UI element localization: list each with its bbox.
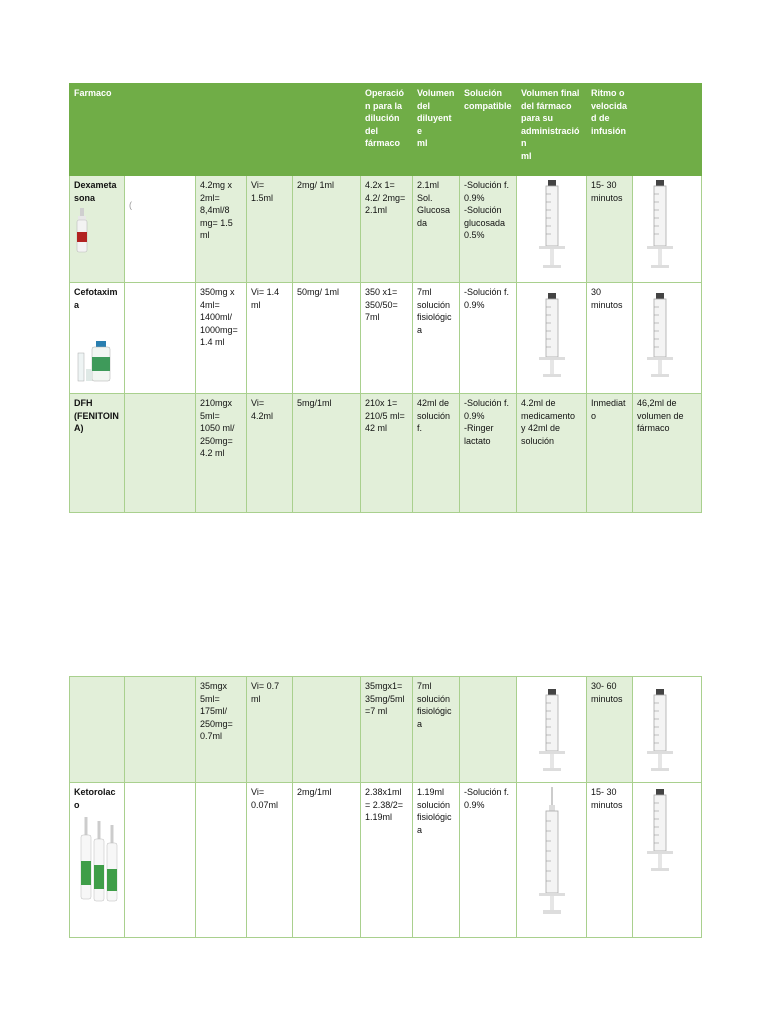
syringe-cell xyxy=(633,176,702,283)
ampoule-icon xyxy=(74,208,94,254)
header-empty xyxy=(125,84,196,176)
header-row xyxy=(70,84,702,176)
operacion-cell: 35mgx1= 35mg/5ml =7 ml xyxy=(361,677,413,783)
solucion-cell: -Solución f. 0.9% -Ringer lactato xyxy=(460,394,517,513)
vi-cell: Vi= 0.7 ml xyxy=(247,677,293,783)
drug-cell xyxy=(70,176,125,283)
vi-cell: Vi= 1.4 ml xyxy=(247,283,293,394)
header-farmaco: Farmaco xyxy=(70,84,125,176)
syringe-icon xyxy=(633,677,688,777)
header-ritmo: Ritmo o velocidad de infusión xyxy=(587,84,633,176)
vi-cell: Vi= 0.07ml xyxy=(247,783,293,938)
syringe-cell xyxy=(517,783,587,938)
diluyente-cell: 7ml solución fisiológica xyxy=(413,677,460,783)
note-cell xyxy=(125,677,196,783)
note-cell xyxy=(125,783,196,938)
conc-cell: 5mg/1ml xyxy=(293,394,361,513)
note-cell: ( xyxy=(125,176,196,283)
syringe-icon xyxy=(633,283,688,383)
diluyente-cell: 1.19ml solución fisiológica xyxy=(413,783,460,938)
syringe-cell xyxy=(633,677,702,783)
syringe-icon xyxy=(517,783,587,923)
conc-cell: 2mg/1ml xyxy=(293,783,361,938)
table-row xyxy=(70,677,702,783)
conc-cell: 2mg/ 1ml xyxy=(293,176,361,283)
syringe-icon xyxy=(633,783,688,883)
note-cell xyxy=(125,394,196,513)
header-solucion: Solución compatible xyxy=(460,84,517,176)
drug-cell xyxy=(70,283,125,394)
solucion-cell: -Solución f. 0.9% xyxy=(460,783,517,938)
operacion-cell: 4.2x 1= 4.2/ 2mg= 2.1ml xyxy=(361,176,413,283)
ampoule-icon xyxy=(74,815,124,905)
syringe-cell xyxy=(633,283,702,394)
ritmo-cell: 30- 60 minutos xyxy=(587,677,633,783)
vial-icon xyxy=(74,339,120,385)
vi-cell: Vi= 1.5ml xyxy=(247,176,293,283)
ritmo-cell: 15- 30 minutos xyxy=(587,783,633,938)
header-operacion: Operación para la dilución del fármaco xyxy=(361,84,413,176)
header-empty xyxy=(293,84,361,176)
drug-cell: DFH (FENITOINA) xyxy=(70,394,125,513)
header-empty xyxy=(633,84,702,176)
solucion-cell: -Solución f. 0.9% xyxy=(460,283,517,394)
vi-cell: Vi= 4.2ml xyxy=(247,394,293,513)
calc-cell: 350mg x 4ml= 1400ml/ 1000mg= 1.4 ml xyxy=(196,283,247,394)
drug-cell xyxy=(70,677,125,783)
calc-cell xyxy=(196,783,247,938)
syringe-cell xyxy=(633,783,702,938)
calc-cell: 35mgx 5ml= 175ml/ 250mg= 0.7ml xyxy=(196,677,247,783)
syringe-icon xyxy=(517,283,587,383)
syringe-icon xyxy=(517,176,587,276)
header-empty xyxy=(196,84,247,176)
ritmo-cell: 30 minutos xyxy=(587,283,633,394)
table-row xyxy=(70,176,702,283)
extra-cell: 46,2ml de volumen de fármaco xyxy=(633,394,702,513)
table-row xyxy=(70,283,702,394)
drug-name: Cefotaxima xyxy=(74,287,118,310)
operacion-cell: 210x 1= 210/5 ml= 42 ml xyxy=(361,394,413,513)
calc-cell: 210mgx 5ml= 1050 ml/ 250mg= 4.2 ml xyxy=(196,394,247,513)
header-empty xyxy=(247,84,293,176)
table-row xyxy=(70,394,702,513)
header-volumen-diluyente: Volumen del diluyente ml xyxy=(413,84,460,176)
syringe-cell xyxy=(517,176,587,283)
volumen-final-cell: 4.2ml de medicamento y 42ml de solución xyxy=(517,394,587,513)
ritmo-cell: Inmediato xyxy=(587,394,633,513)
operacion-cell: 2.38x1ml = 2.38/2= 1.19ml xyxy=(361,783,413,938)
drug-name: Ketorolaco xyxy=(74,787,116,810)
dilution-table-1 xyxy=(69,83,702,513)
syringe-icon xyxy=(633,176,688,276)
table-row xyxy=(70,783,702,938)
note-cell xyxy=(125,283,196,394)
conc-cell xyxy=(293,677,361,783)
syringe-cell xyxy=(517,283,587,394)
operacion-cell: 350 x1= 350/50= 7ml xyxy=(361,283,413,394)
drug-name: Dexametasona xyxy=(74,180,117,203)
conc-cell: 50mg/ 1ml xyxy=(293,283,361,394)
solucion-cell xyxy=(460,677,517,783)
dilution-table-2 xyxy=(69,676,702,938)
diluyente-cell: 2.1ml Sol. Glucosada xyxy=(413,176,460,283)
diluyente-cell: 42ml de solución f. xyxy=(413,394,460,513)
syringe-cell xyxy=(517,677,587,783)
ritmo-cell: 15- 30 minutos xyxy=(587,176,633,283)
calc-cell: 4.2mg x 2ml= 8,4ml/8 mg= 1.5 ml xyxy=(196,176,247,283)
drug-cell xyxy=(70,783,125,938)
solucion-cell: -Solución f. 0.9% -Solución glucosada 0.5% xyxy=(460,176,517,283)
syringe-icon xyxy=(517,677,587,777)
header-volumen-final: Volumen final del fármaco para su administración ml xyxy=(517,84,587,176)
diluyente-cell: 7ml solución fisiológica xyxy=(413,283,460,394)
